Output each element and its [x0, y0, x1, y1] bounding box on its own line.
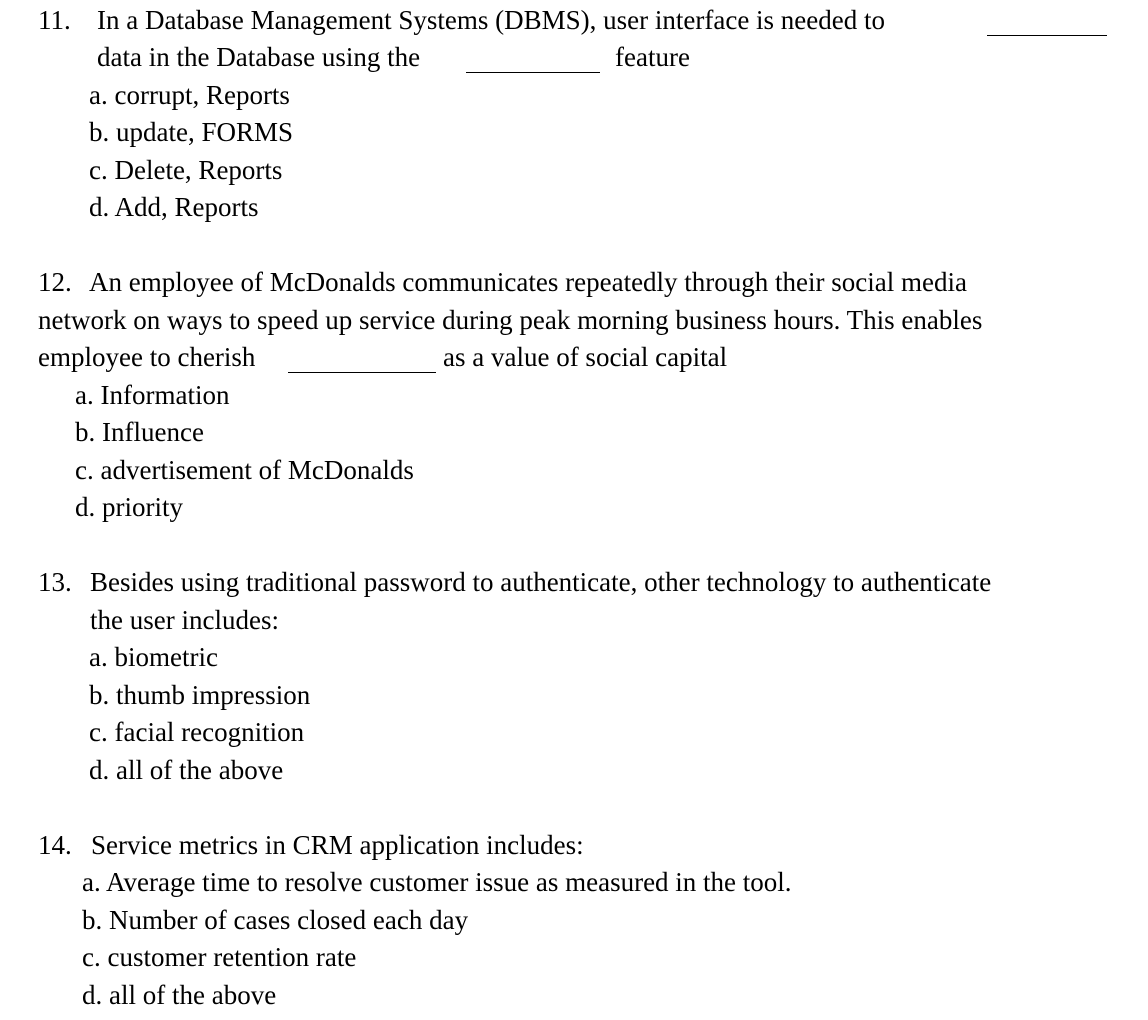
question-number: 12.: [38, 267, 72, 297]
question-text: Service metrics in CRM application includes:: [91, 830, 584, 860]
question-text: data in the Database using the: [97, 42, 421, 72]
option-b[interactable]: b. update, FORMS: [89, 117, 294, 147]
option-b[interactable]: b. thumb impression: [89, 680, 311, 710]
option-c[interactable]: c. advertisement of McDonalds: [75, 455, 414, 485]
option-c[interactable]: c. facial recognition: [89, 717, 305, 747]
option-b[interactable]: b. Influence: [75, 417, 204, 447]
question-text: as a value of social capital: [443, 342, 728, 372]
option-a[interactable]: a. biometric: [89, 642, 218, 672]
option-a[interactable]: a. Average time to resolve customer issue as measured in the tool.: [82, 867, 792, 897]
option-a[interactable]: a. corrupt, Reports: [89, 80, 290, 110]
question-text: In a Database Management Systems (DBMS), user interface is needed to: [97, 5, 886, 35]
question-text: network on ways to speed up service during peak morning business hours. This enables: [38, 305, 983, 335]
question-number: 13.: [38, 567, 72, 597]
option-a[interactable]: a. Information: [75, 380, 230, 410]
option-d[interactable]: d. priority: [75, 492, 183, 522]
option-b[interactable]: b. Number of cases closed each day: [82, 905, 469, 935]
answer-blank[interactable]: [466, 48, 600, 73]
option-c[interactable]: c. customer retention rate: [82, 942, 357, 972]
answer-blank[interactable]: [288, 348, 436, 373]
answer-blank[interactable]: [987, 11, 1107, 36]
question-text: Besides using traditional password to authenticate, other technology to authenticate: [90, 567, 992, 597]
question-number: 11.: [38, 5, 71, 35]
option-c[interactable]: c. Delete, Reports: [89, 155, 283, 185]
option-d[interactable]: d. all of the above: [82, 980, 277, 1010]
question-text: feature: [615, 42, 690, 72]
question-number: 14.: [38, 830, 72, 860]
question-text: employee to cherish: [38, 342, 256, 372]
question-text: the user includes:: [90, 605, 279, 635]
question-text: An employee of McDonalds communicates repeatedly through their social media: [89, 267, 967, 297]
option-d[interactable]: d. Add, Reports: [89, 192, 259, 222]
option-d[interactable]: d. all of the above: [89, 755, 284, 785]
